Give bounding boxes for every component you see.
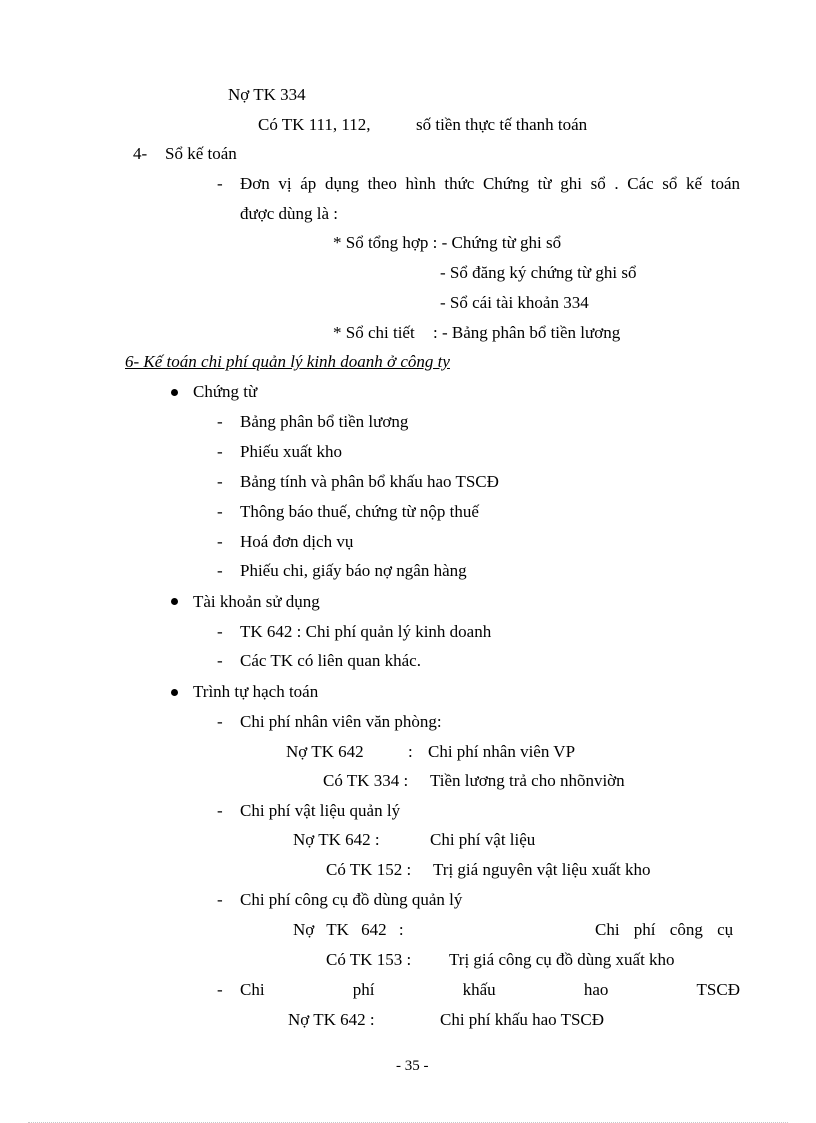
chung-tu-item-2: Phiếu xuất kho	[240, 442, 342, 461]
nhan-vien-title: Chi phí nhân viên văn phòng:	[240, 712, 442, 731]
paragraph-line-1: Đơn vị áp dụng theo hình thức Chứng từ ghi sổ . Các sổ kế toán	[240, 174, 740, 193]
list-dash: -	[217, 412, 223, 431]
list-dash: -	[217, 651, 223, 670]
list-dash: -	[217, 712, 223, 731]
list-dash: -	[217, 174, 223, 193]
vat-lieu-no-label: Nợ TK 642 :	[293, 830, 380, 849]
list-dash: -	[217, 622, 223, 641]
so-chi-tiet-text: : - Bảng phân bổ tiền lương	[433, 323, 621, 342]
cong-cu-co-label: Có TK 153 :	[326, 950, 412, 969]
vat-lieu-co-label: Có TK 152 :	[326, 860, 412, 879]
list-dash: -	[217, 472, 223, 491]
khau-hao-word: TSCĐ	[696, 980, 740, 999]
list-dash: -	[217, 502, 223, 521]
section-4-number: 4-	[133, 144, 148, 163]
vat-lieu-co-text: Trị giá nguyên vật liệu xuất kho	[433, 860, 651, 879]
section-6-heading: 6- Kế toán chi phí quản lý kinh doanh ở công ty	[125, 352, 450, 371]
entry-co-111-text: số tiền thực tế thanh toán	[416, 115, 588, 134]
trinh-tu-title: Trình tự hạch toán	[193, 682, 319, 701]
vat-lieu-no-text: Chi phí vật liệu	[430, 830, 536, 849]
list-dash: -	[217, 890, 223, 909]
list-dash: -	[217, 532, 223, 551]
tai-khoan-item-1: TK 642 : Chi phí quản lý kinh doanh	[240, 622, 492, 641]
section-4-title: Sổ kế toán	[165, 144, 237, 163]
so-tong-hop: * Sổ tổng hợp : - Chứng từ ghi sổ	[333, 233, 562, 252]
nhan-vien-no-label: Nợ TK 642	[286, 742, 364, 761]
list-dash: -	[217, 980, 223, 999]
chung-tu-item-3: Bảng tính và phân bổ khấu hao TSCĐ	[240, 472, 499, 491]
nhan-vien-no-text: Chi phí nhân viên VP	[428, 742, 576, 761]
page-number: - 35 -	[396, 1058, 429, 1074]
list-dash: -	[217, 442, 223, 461]
khau-hao-word: Chi	[240, 980, 265, 999]
nhan-vien-no-sep: :	[408, 742, 413, 761]
chung-tu-title: Chứng từ	[193, 382, 258, 401]
cong-cu-co-text: Trị giá công cụ đồ dùng xuất kho	[449, 950, 675, 969]
so-chi-tiet-label: * Sổ chi tiết	[333, 323, 415, 342]
chung-tu-item-1: Bảng phân bổ tiền lương	[240, 412, 409, 431]
bullet-icon	[171, 389, 178, 396]
cong-cu-no-text: Chi phí công cụ	[595, 920, 734, 939]
so-dang-ky: - Sổ đăng ký chứng từ ghi sổ	[440, 263, 637, 282]
bullet-icon	[171, 689, 178, 696]
cong-cu-no-label: Nợ TK 642 :	[293, 920, 404, 939]
nhan-vien-co-text: Tiền lương trả cho nhõnviờn	[430, 771, 625, 790]
paragraph-line-2: được dùng là :	[240, 204, 338, 223]
tai-khoan-item-2: Các TK có liên quan khác.	[240, 651, 421, 670]
cong-cu-title: Chi phí công cụ đồ dùng quản lý	[240, 890, 463, 909]
list-dash: -	[217, 801, 223, 820]
chung-tu-item-6: Phiếu chi, giấy báo nợ ngân hàng	[240, 561, 467, 580]
list-dash: -	[217, 561, 223, 580]
nhan-vien-co-label: Có TK 334 :	[323, 771, 409, 790]
chung-tu-item-4: Thông báo thuế, chứng từ nộp thuế	[240, 502, 479, 521]
entry-co-111-label: Có TK 111, 112,	[258, 115, 371, 134]
khau-hao-no-label: Nợ TK 642 :	[288, 1010, 375, 1029]
vat-lieu-title: Chi phí vật liệu quản lý	[240, 801, 401, 820]
chung-tu-item-5: Hoá đơn dịch vụ	[240, 532, 354, 551]
tai-khoan-title: Tài khoản sử dụng	[193, 592, 320, 611]
entry-no-334: Nợ TK 334	[228, 85, 306, 104]
khau-hao-word: phí	[352, 980, 375, 999]
khau-hao-word: hao	[583, 980, 609, 999]
khau-hao-word: khấu	[462, 980, 496, 999]
khau-hao-no-text: Chi phí khấu hao TSCĐ	[440, 1010, 605, 1029]
khau-hao-title	[240, 980, 740, 1000]
so-cai: - Sổ cái tài khoản 334	[440, 293, 589, 312]
bullet-icon	[171, 598, 178, 605]
